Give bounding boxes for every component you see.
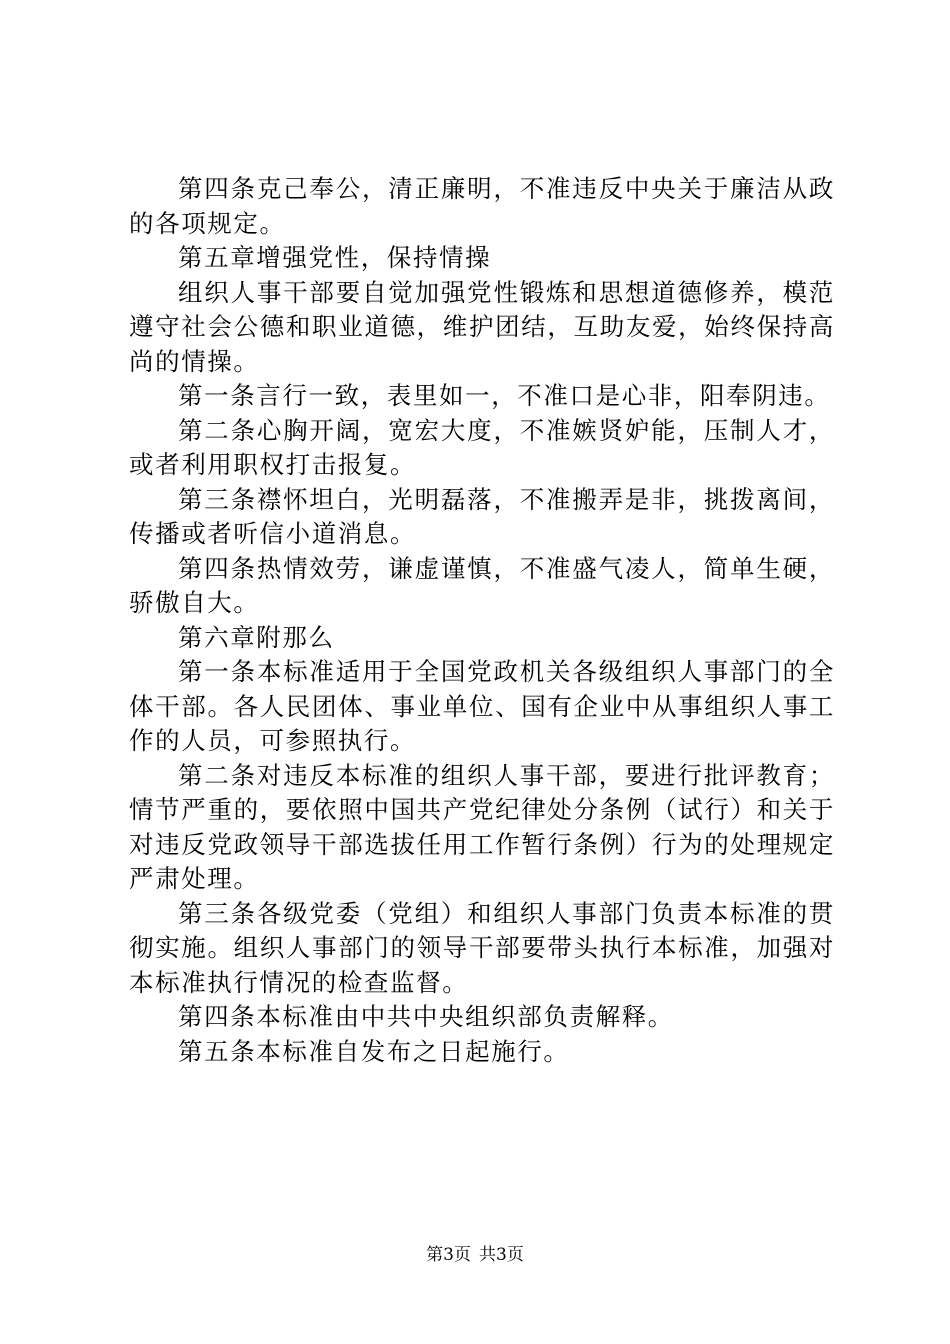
chapter-5-article-3: 第三条襟怀坦白，光明磊落，不准搬弄是非，挑拨离间，传播或者听信小道消息。 <box>129 484 835 548</box>
page-number: 第3页 <box>426 1245 471 1265</box>
chapter-6-article-2: 第二条对违反本标准的组织人事干部，要进行批评教育；情节严重的，要依照中国共产党纪律处分条例（试行）和关于对违反党政领导干部选拔任用工作暂行条例）行为的处理规定严肃处理。 <box>129 760 835 893</box>
chapter-5-article-1: 第一条言行一致，表里如一，不准口是心非，阳奉阴违。 <box>178 381 831 410</box>
chapter-5-article-2: 第二条心胸开阔，宽宏大度，不准嫉贤妒能，压制人才，或者利用职权打击报复。 <box>129 415 835 479</box>
chapter-6-article-4: 第四条本标准由中共中央组织部负责解释。 <box>178 1002 674 1031</box>
chapter-5-article-4: 第四条热情效劳，谦虚谨慎，不准盛气凌人，简单生硬，骄傲自大。 <box>129 553 835 617</box>
chapter-6-heading: 第六章附那么 <box>178 622 335 652</box>
document-body <box>129 172 835 1069</box>
chapter-5-intro: 组织人事干部要自觉加强党性锻炼和思想道德修养，模范遵守社会公德和职业道德，维护团结，互助友爱，始终保持高尚的情操。 <box>129 277 835 376</box>
article-4-integrity: 第四条克己奉公，清正廉明，不准违反中央关于廉洁从政的各项规定。 <box>129 174 835 238</box>
chapter-5-heading: 第五章增强党性，保持情操 <box>178 243 492 272</box>
chapter-6-article-3: 第三条各级党委（党组）和组织人事部门负责本标准的贯彻实施。组织人事部门的领导干部要带头执行本标准，加强对本标准执行情况的检查监督。 <box>129 898 835 997</box>
page-total: 共3页 <box>479 1245 524 1265</box>
chapter-6-article-1: 第一条本标准适用于全国党政机关各级组织人事部门的全体干部。各人民团体、事业单位、国有企业中从事组织人事工作的人员，可参照执行。 <box>129 657 835 755</box>
chapter-6-article-5: 第五条本标准自发布之日起施行。 <box>178 1036 570 1066</box>
page-footer <box>0 1244 950 1266</box>
